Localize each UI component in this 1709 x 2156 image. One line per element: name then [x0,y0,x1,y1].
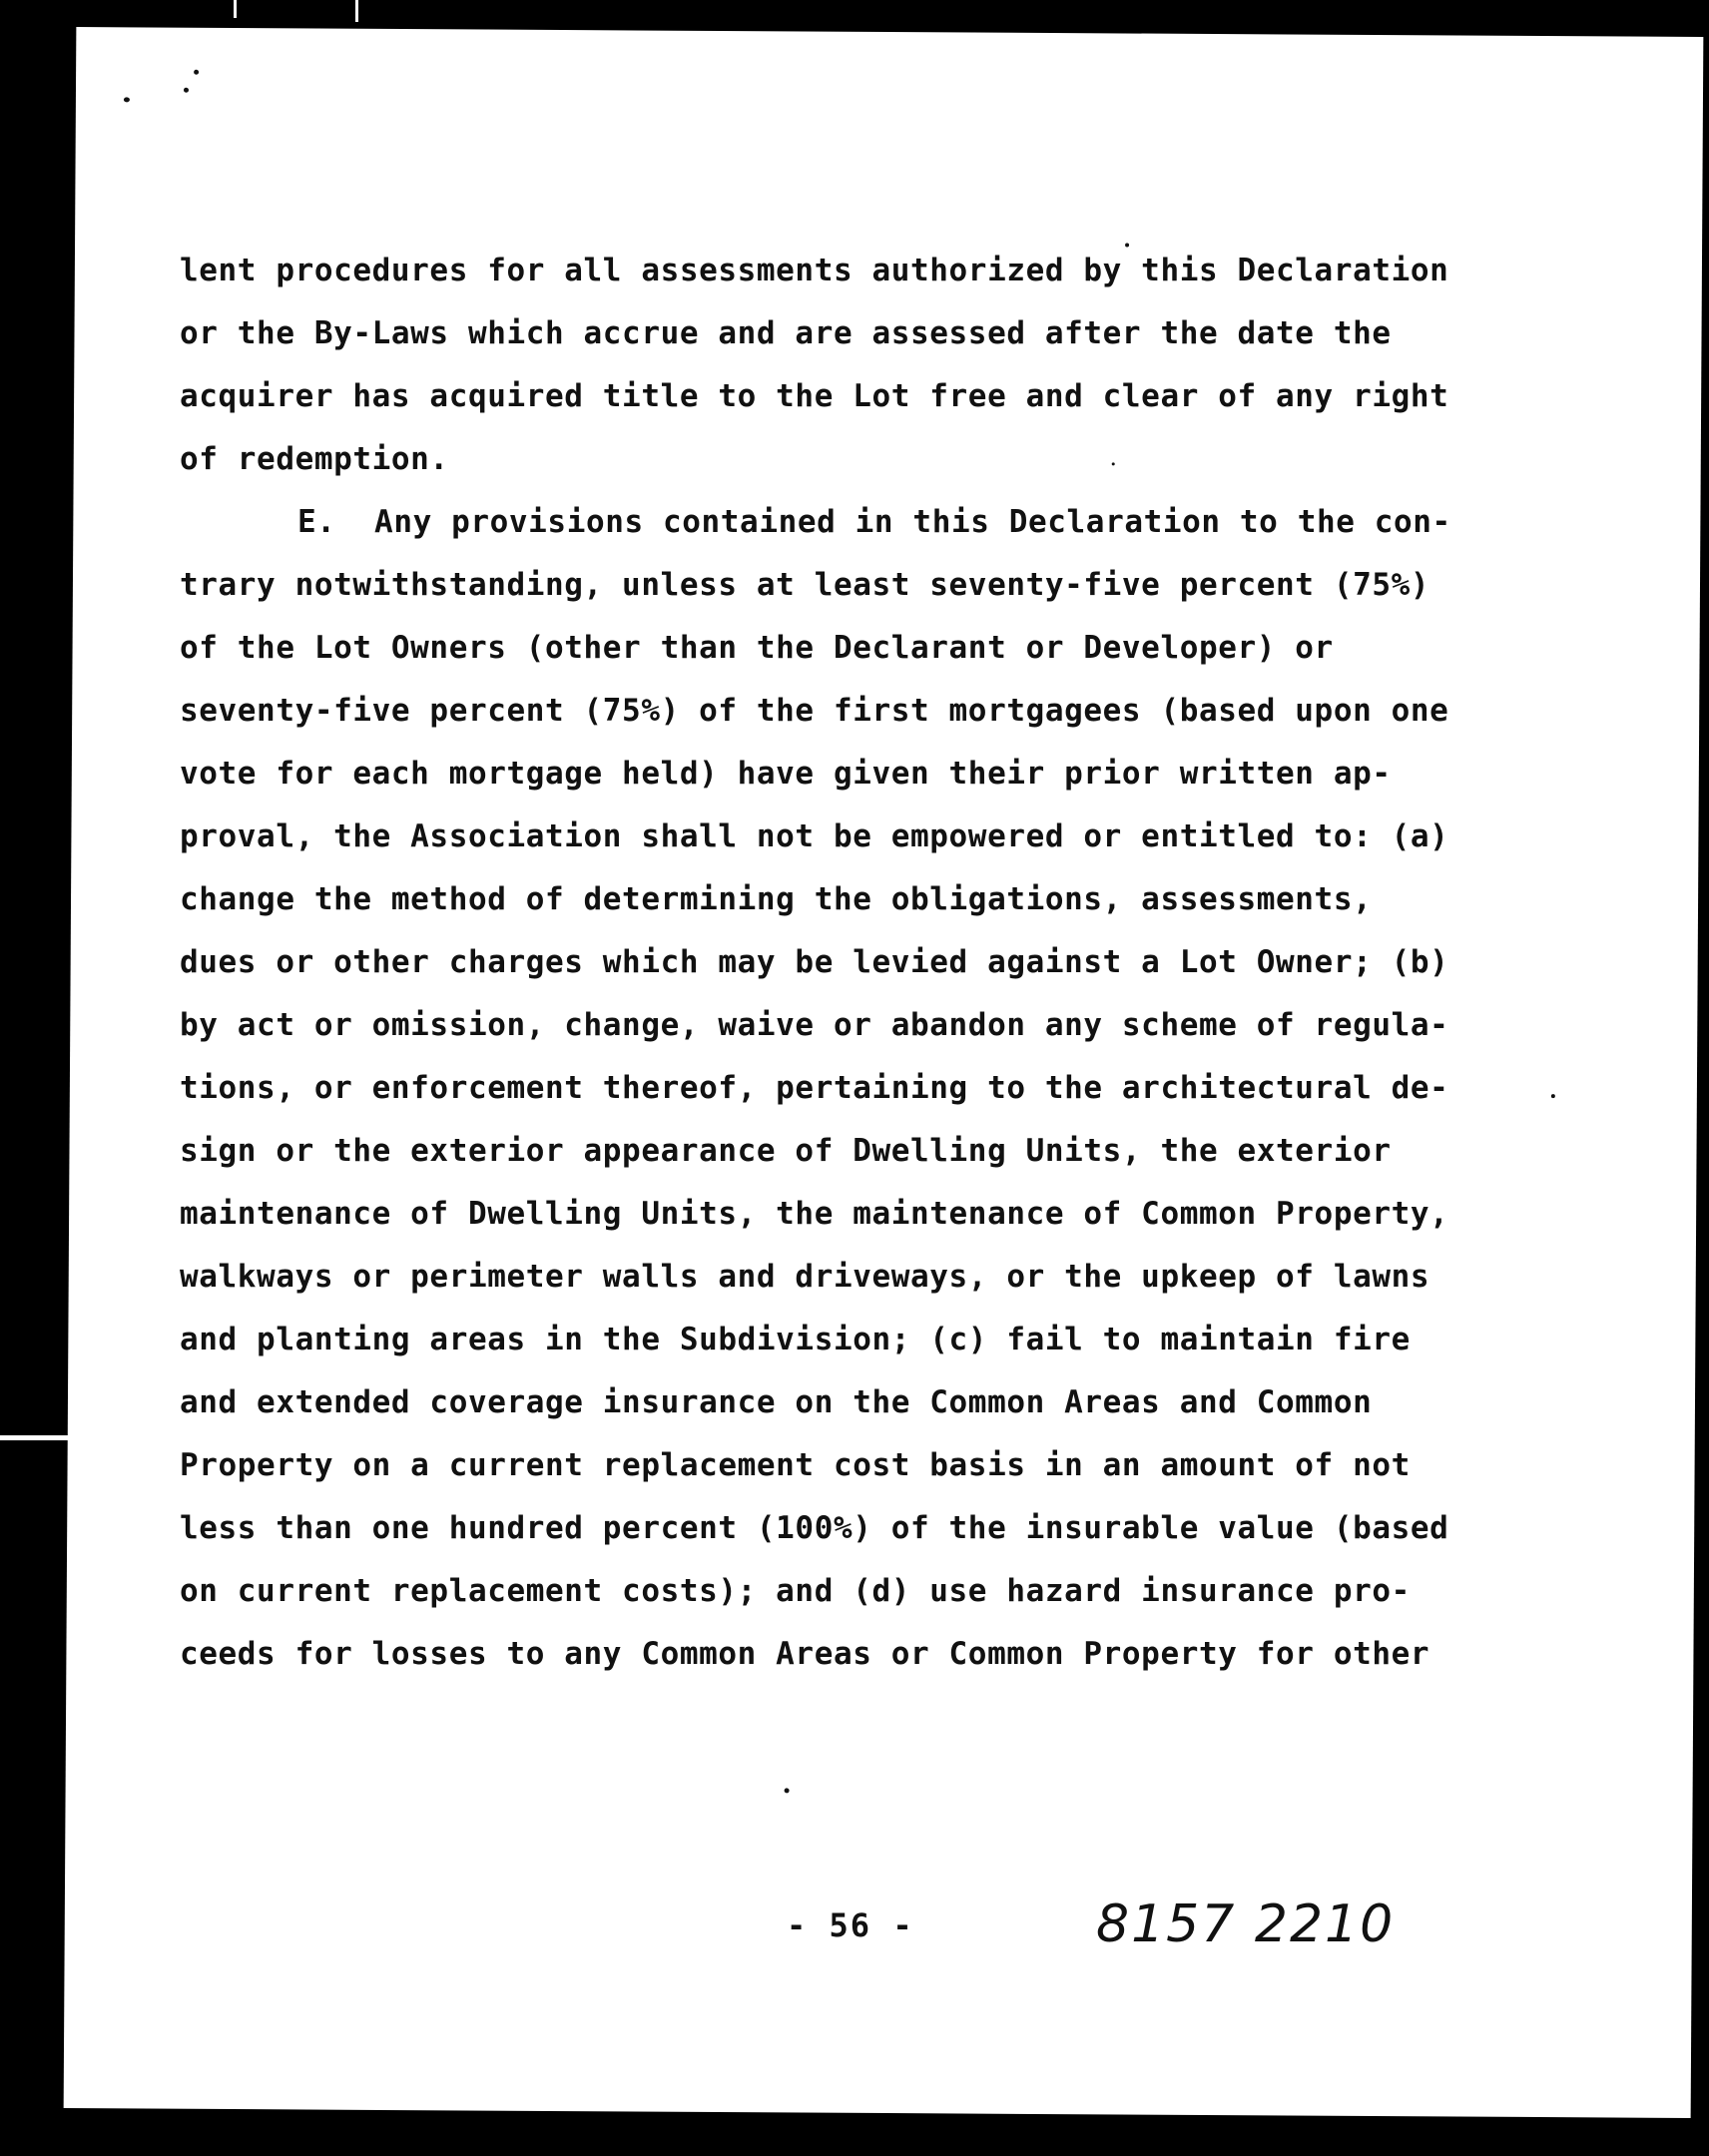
text-line: walkways or perimeter walls and driveways, or the upkeep of lawns [180,1259,1430,1295]
text-line: or the By-Laws which accrue and are assessed after the date the [180,315,1392,351]
text-line: vote for each mortgage held) have given their prior written ap- [180,756,1392,792]
scan-speck [1551,1094,1555,1098]
text-line: of redemption. [180,441,449,477]
text-line: seventy-five percent (75%) of the first mortgagees (based upon one [180,693,1449,729]
text-line: by act or omission, change, waive or abandon any scheme of regula- [180,1007,1449,1043]
document-number: 8157 2210 [1096,1894,1396,1954]
text-line: dues or other charges which may be levied against a Lot Owner; (b) [180,944,1449,980]
text-line: Property on a current replacement cost basis in an amount of not [180,1447,1411,1483]
text-line: and planting areas in the Subdivision; (c) fail to maintain fire [180,1322,1411,1357]
scan-speck [785,1788,790,1793]
text-line: maintenance of Dwelling Units, the maintenance of Common Property, [180,1196,1449,1232]
page-number: - 56 - [787,1906,914,1944]
text-line: tions, or enforcement thereof, pertaining to the architectural de- [180,1070,1449,1106]
text-line: of the Lot Owners (other than the Declarant or Developer) or [180,630,1334,666]
text-line: trary notwithstanding, unless at least seventy-five percent (75%) [180,567,1430,603]
text-line: less than one hundred percent (100%) of the insurable value (based [180,1510,1449,1546]
scan-edge-mark [0,1435,70,1440]
text-line: lent procedures for all assessments authorized by this Declaration [180,253,1449,288]
scan-speck [124,97,130,102]
document-body [180,240,1537,1686]
text-line: on current replacement costs); and (d) use hazard insurance pro- [180,1573,1411,1609]
scan-speck [184,88,189,93]
text-line: sign or the exterior appearance of Dwelling Units, the exterior [180,1133,1392,1169]
text-line: ceeds for losses to any Common Areas or Common Property for other [180,1636,1430,1672]
scan-speck [194,70,199,75]
text-line: and extended coverage insurance on the Common Areas and Common [180,1384,1373,1420]
text-line: E. Any provisions contained in this Declaration to the con- [297,504,1451,540]
scan-edge-mark [355,0,358,22]
text-line: change the method of determining the obligations, assessments, [180,881,1373,917]
scan-edge-mark [234,0,237,18]
text-line: acquirer has acquired title to the Lot free and clear of any right [180,378,1449,414]
text-line: proval, the Association shall not be empowered or entitled to: (a) [180,818,1449,854]
